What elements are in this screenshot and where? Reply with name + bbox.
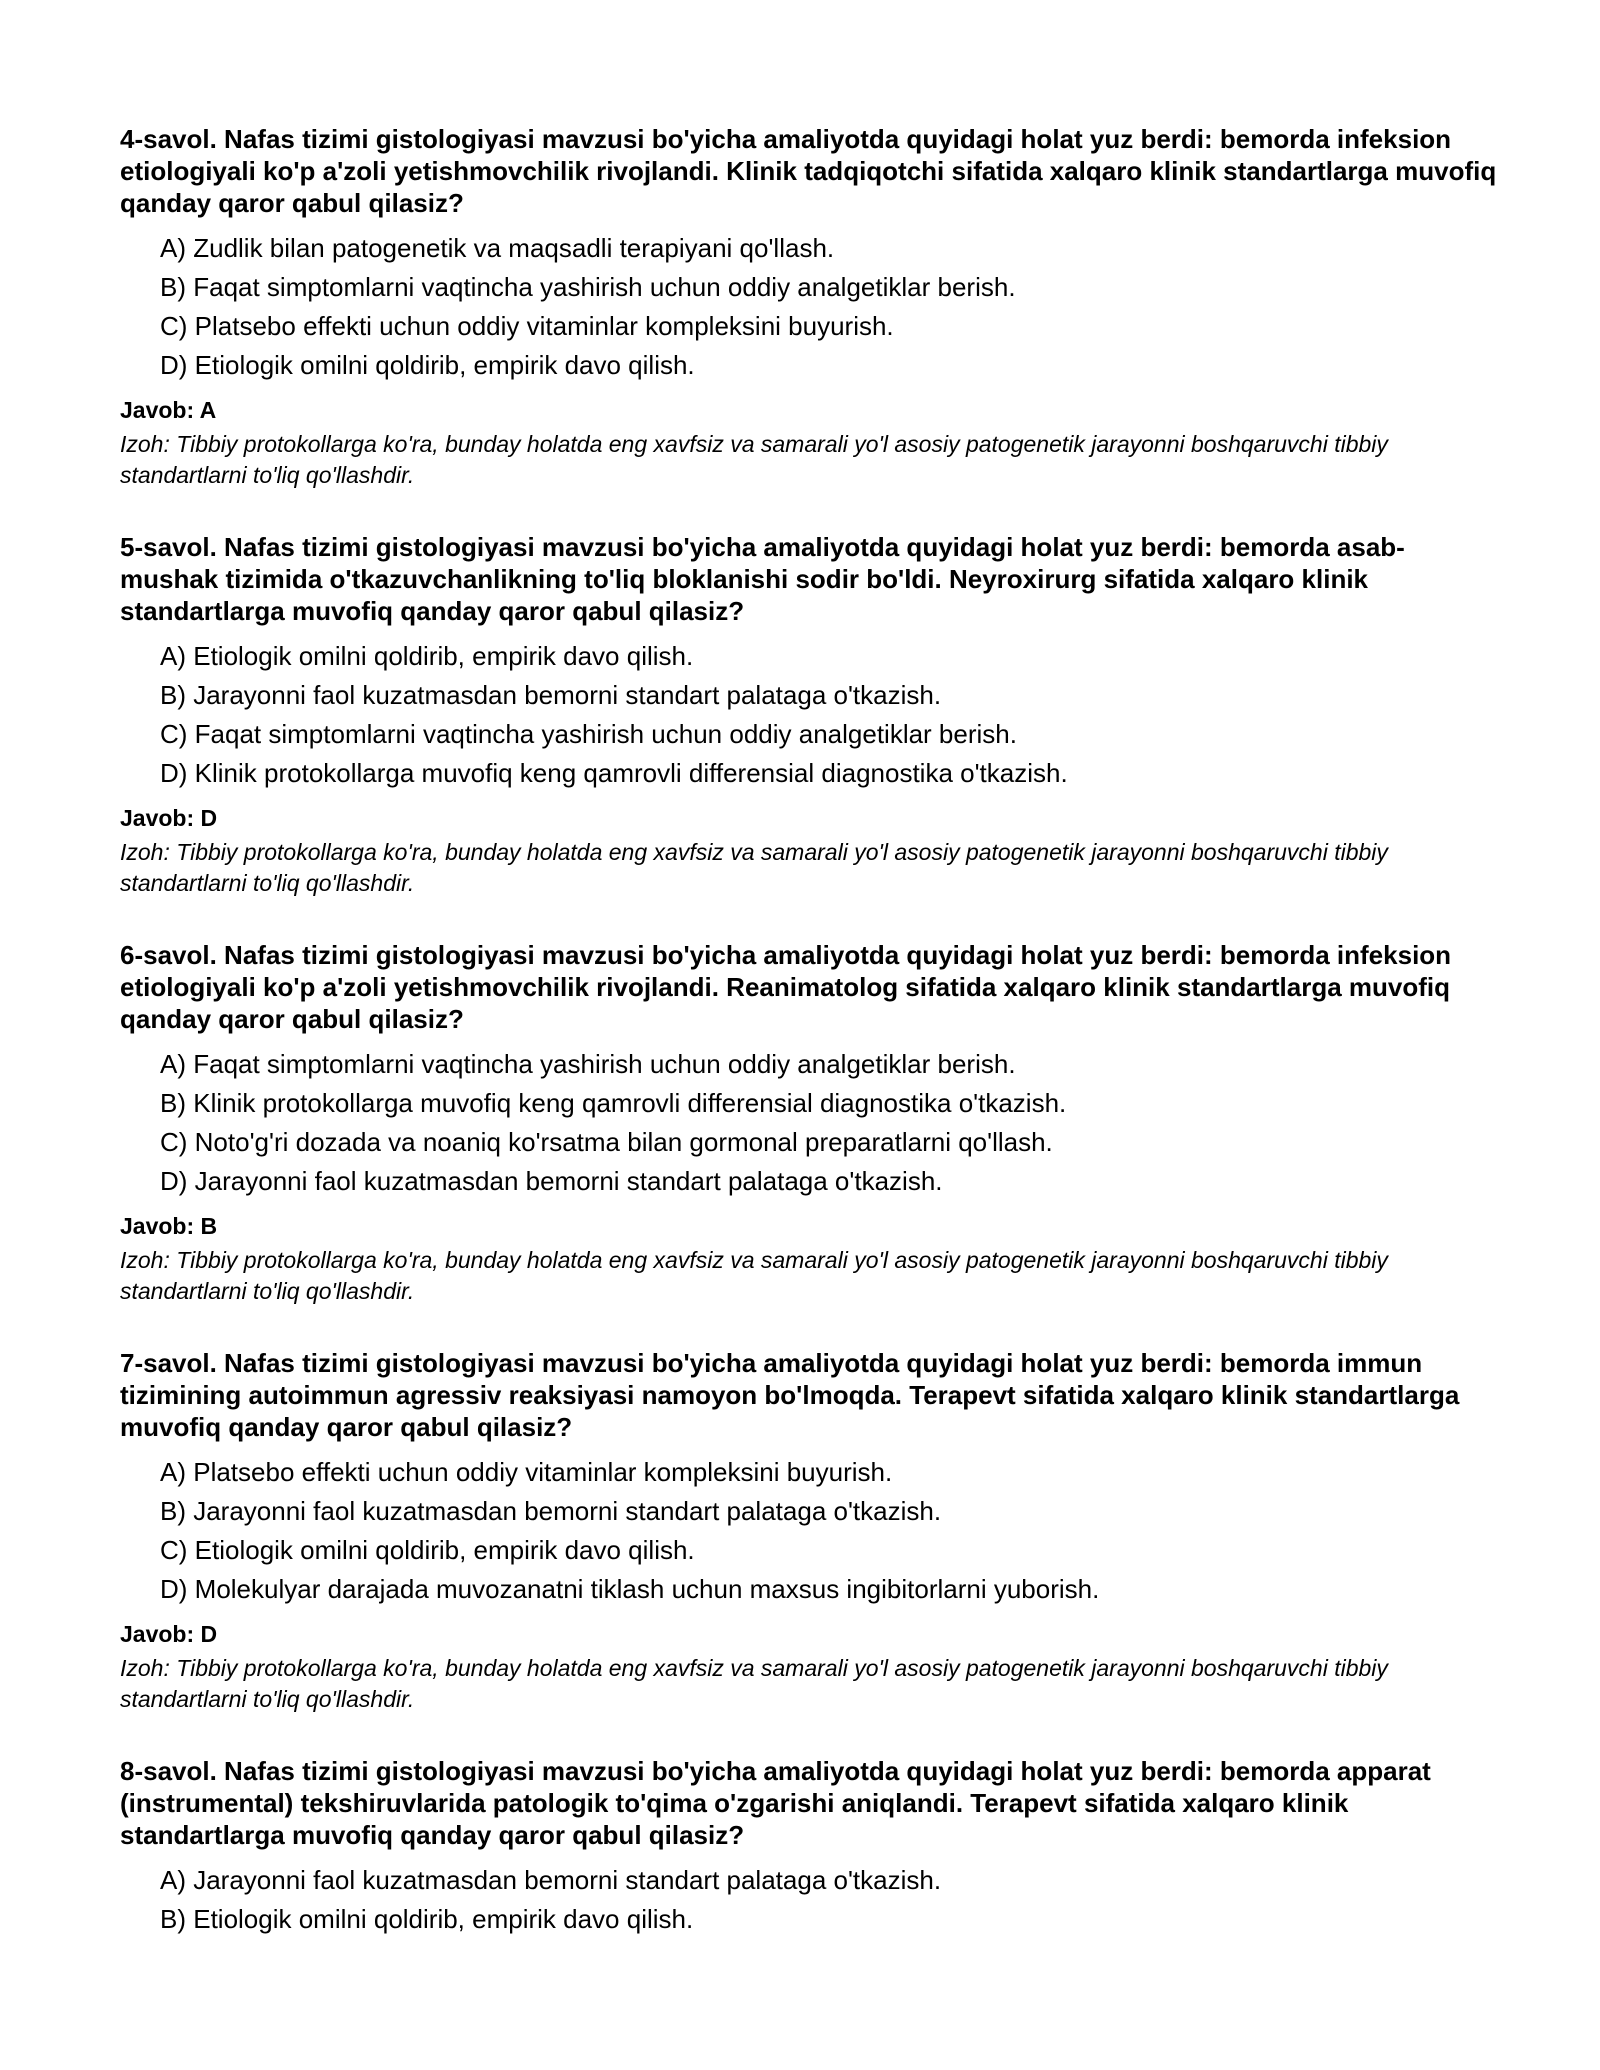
- answer-options: [120, 229, 1500, 385]
- answer-options: [120, 1453, 1500, 1609]
- option-b: B) Etiologik omilni qoldirib, empirik davo qilish.: [160, 1904, 694, 1934]
- option-d: D) Molekulyar darajada muvozanatni tiklash uchun maxsus ingibitorlarni yuborish.: [160, 1574, 1100, 1604]
- question-7: [120, 1347, 1500, 1715]
- option-b: B) Jarayonni faol kuzatmasdan bemorni standart palataga o'tkazish.: [160, 1496, 942, 1526]
- question-6: [120, 939, 1500, 1307]
- answer-label: Javob: D: [120, 1621, 218, 1647]
- answer-options: [120, 1045, 1500, 1201]
- option-d: D) Jarayonni faol kuzatmasdan bemorni standart palataga o'tkazish.: [160, 1166, 943, 1196]
- question-title: 5-savol. Nafas tizimi gistologiyasi mavzusi bo'yicha amaliyotda quyidagi holat yuz berdi: bemorda asab-mushak tizimida o'tkazuvchanlikning to'liq bloklanishi sodir bo'ldi. Neyroxirurg sifatida xalqaro klinik standartlarga muvofiq qanday qaror qabul qilasiz?: [120, 532, 1405, 626]
- option-b: B) Klinik protokollarga muvofiq keng qamrovli differensial diagnostika o'tkazish.: [160, 1088, 1067, 1118]
- option-a: A) Jarayonni faol kuzatmasdan bemorni standart palataga o'tkazish.: [160, 1865, 942, 1895]
- option-c: C) Platsebo effekti uchun oddiy vitaminlar kompleksini buyurish.: [160, 311, 894, 341]
- question-4: [120, 123, 1500, 491]
- option-b: B) Jarayonni faol kuzatmasdan bemorni standart palataga o'tkazish.: [160, 680, 942, 710]
- option-b: B) Faqat simptomlarni vaqtincha yashirish uchun oddiy analgetiklar berish.: [160, 272, 1016, 302]
- answer-label: Javob: B: [120, 1213, 218, 1239]
- option-a: A) Faqat simptomlarni vaqtincha yashirish uchun oddiy analgetiklar berish.: [160, 1049, 1016, 1079]
- question-title: 8-savol. Nafas tizimi gistologiyasi mavzusi bo'yicha amaliyotda quyidagi holat yuz berdi: bemorda apparat (instrumental) tekshiruvlarida patologik to'qima o'zgarishi aniqlandi. Terapevt sifatida xalqaro klinik standartlarga muvofiq qanday qaror qabul qilasiz?: [120, 1756, 1431, 1850]
- answer-label: Javob: D: [120, 805, 218, 831]
- explanation-note: Izoh: Tibbiy protokollarga ko'ra, bunday holatda eng xavfsiz va samarali yo'l asosiy patogenetik jarayonni boshqaruvchi tibbiy standartlarni to'liq qo'llashdir.: [120, 431, 1388, 488]
- explanation-note: Izoh: Tibbiy protokollarga ko'ra, bunday holatda eng xavfsiz va samarali yo'l asosiy patogenetik jarayonni boshqaruvchi tibbiy standartlarni to'liq qo'llashdir.: [120, 1655, 1388, 1712]
- option-a: A) Zudlik bilan patogenetik va maqsadli terapiyani qo'llash.: [160, 233, 835, 263]
- option-c: C) Etiologik omilni qoldirib, empirik davo qilish.: [160, 1535, 695, 1565]
- option-c: C) Noto'g'ri dozada va noaniq ko'rsatma bilan gormonal preparatlarni qo'llash.: [160, 1127, 1053, 1157]
- question-title: 6-savol. Nafas tizimi gistologiyasi mavzusi bo'yicha amaliyotda quyidagi holat yuz berdi: bemorda infeksion etiologiyali ko'p a'zoli yetishmovchilik rivojlandi. Reanimatolog sifatida xalqaro klinik standartlarga muvofiq qanday qaror qabul qilasiz?: [120, 940, 1452, 1034]
- question-title: 4-savol. Nafas tizimi gistologiyasi mavzusi bo'yicha amaliyotda quyidagi holat yuz berdi: bemorda infeksion etiologiyali ko'p a'zoli yetishmovchilik rivojlandi. Klinik tadqiqotchi sifatida xalqaro klinik standartlarga muvofiq qanday qaror qabul qilasiz?: [120, 124, 1497, 218]
- question-5: [120, 531, 1500, 899]
- option-c: C) Faqat simptomlarni vaqtincha yashirish uchun oddiy analgetiklar berish.: [160, 719, 1017, 749]
- option-d: D) Etiologik omilni qoldirib, empirik davo qilish.: [160, 350, 695, 380]
- explanation-note: Izoh: Tibbiy protokollarga ko'ra, bunday holatda eng xavfsiz va samarali yo'l asosiy patogenetik jarayonni boshqaruvchi tibbiy standartlarni to'liq qo'llashdir.: [120, 1247, 1388, 1304]
- option-d: D) Klinik protokollarga muvofiq keng qamrovli differensial diagnostika o'tkazish.: [160, 758, 1068, 788]
- question-8: [120, 1755, 1500, 1939]
- question-title: 7-savol. Nafas tizimi gistologiyasi mavzusi bo'yicha amaliyotda quyidagi holat yuz berdi: bemorda immun tizimining autoimmun agressiv reaksiyasi namoyon bo'lmoqda. Terapevt sifatida xalqaro klinik standartlarga muvofiq qanday qaror qabul qilasiz?: [120, 1348, 1460, 1442]
- answer-options: [120, 1861, 1500, 1939]
- answer-label: Javob: A: [120, 397, 217, 423]
- answer-options: [120, 637, 1500, 793]
- option-a: A) Etiologik omilni qoldirib, empirik davo qilish.: [160, 641, 694, 671]
- option-a: A) Platsebo effekti uchun oddiy vitaminlar kompleksini buyurish.: [160, 1457, 893, 1487]
- explanation-note: Izoh: Tibbiy protokollarga ko'ra, bunday holatda eng xavfsiz va samarali yo'l asosiy patogenetik jarayonni boshqaruvchi tibbiy standartlarni to'liq qo'llashdir.: [120, 839, 1388, 896]
